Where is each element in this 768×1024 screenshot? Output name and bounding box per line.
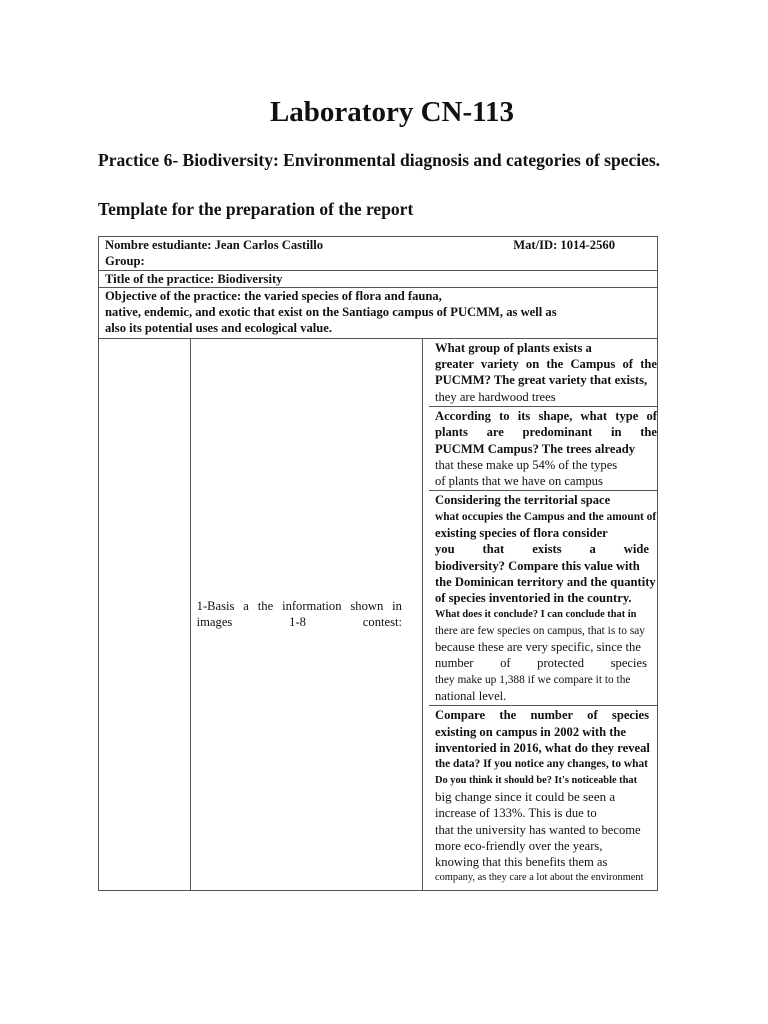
mat-id: Mat/ID: 1014-2560: [513, 238, 615, 252]
question-block: [429, 406, 657, 490]
student-name: Nombre estudiante: Jean Carlos Castillo: [105, 238, 324, 252]
question-line: According to its shape, what type of: [434, 408, 657, 423]
objective-line: native, endemic, and exotic that exist on the Santiago campus of PUCMM, as well as: [105, 305, 557, 320]
answer-line: that these make up 54% of the types: [434, 457, 618, 472]
answer-line: more eco-friendly over the years,: [434, 838, 603, 853]
questions-row: [99, 338, 658, 890]
answer-line: national level.: [434, 689, 507, 704]
question-block: [429, 490, 657, 705]
question-line: inventoried in 2016, what do they reveal: [434, 740, 650, 755]
practice-title-row: [99, 270, 658, 287]
question-line: Do you think it should be? It's noticeable that: [434, 774, 638, 786]
answer-line: that the university has wanted to become: [434, 822, 641, 837]
question-line: you that exists a wide: [434, 542, 649, 557]
question-block: [429, 705, 657, 889]
answer-line: of plants that we have on campus: [434, 474, 603, 489]
empty-cell: [99, 338, 191, 890]
question-line: greater variety on the Campus of the: [434, 357, 657, 372]
answer-line: big change since it could be seen a: [434, 788, 616, 804]
practice-title: Title of the practice: Biodiversity: [99, 270, 658, 287]
answer-line: company, as they care a lot about the environment: [434, 872, 644, 884]
question-block: [429, 339, 657, 406]
question-line: existing on campus in 2002 with the: [434, 724, 627, 739]
objective-row: [99, 287, 658, 338]
question-line: Considering the territorial space: [434, 493, 611, 508]
objective-line: also its potential uses and ecological value.: [105, 321, 333, 336]
question-line: existing species of flora consider: [434, 526, 608, 541]
group-label: Group:: [105, 254, 145, 269]
objective-line: Objective of the practice: the varied species of flora and fauna,: [105, 288, 442, 303]
questions-cell: [422, 338, 657, 890]
answer-line: they make up 1,388 if we compare it to the: [434, 673, 631, 686]
basis-cell: [190, 338, 422, 890]
question-line: the Dominican territory and the quantity: [434, 574, 656, 589]
student-info-row: [99, 237, 658, 271]
practice-heading: Practice 6- Biodiversity: Environmental diagnosis and categories of species.: [98, 150, 661, 170]
question-line: What group of plants exists a: [434, 340, 592, 355]
question-line: biodiversity? Compare this value with: [434, 558, 640, 573]
question-line: Compare the number of species: [434, 708, 649, 723]
question-line: what occupies the Campus and the amount of: [434, 510, 657, 523]
answer-line: number of protected species: [434, 656, 647, 671]
answer-line: there are few species on campus, that is to say: [434, 624, 646, 637]
basis-label: 1-Basis a the information shown in images 1-8 contest:: [196, 598, 402, 630]
question-line: What does it conclude? I can conclude that in: [434, 608, 637, 620]
report-table: [98, 236, 658, 891]
question-line: PUCMM Campus? The trees already: [434, 441, 636, 456]
answer-line: because these are very specific, since the: [434, 640, 641, 655]
question-line: of species inventoried in the country.: [434, 591, 632, 606]
question-line: PUCMM? The great variety that exists,: [434, 373, 648, 388]
question-line: plants are predominant in the: [434, 425, 657, 440]
question-line: the data? If you notice any changes, to what: [434, 758, 648, 771]
answer-line: they are hardwood trees: [434, 389, 556, 404]
document-title: Laboratory CN-113: [269, 96, 515, 128]
answer-line: increase of 133%. This is due to: [434, 806, 597, 821]
template-heading: Template for the preparation of the report: [98, 199, 414, 219]
answer-line: knowing that this benefits them as: [434, 855, 608, 870]
